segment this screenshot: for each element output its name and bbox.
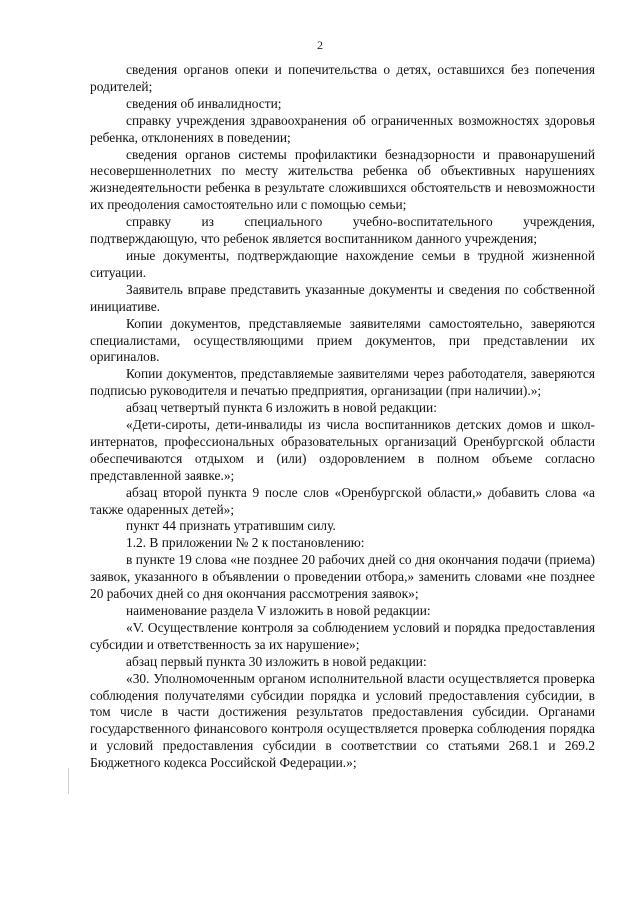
- paragraph: сведения органов опеки и попечительства о детях, оставшихся без попечения родителей;: [90, 62, 595, 94]
- paragraph: Заявитель вправе представить указанные документы и сведения по собственной инициативе.: [90, 281, 595, 314]
- paragraph: абзац четвертый пункта 6 изложить в новой редакции:: [126, 400, 437, 416]
- paragraph: Копии документов, представляемые заявителями самостоятельно, заверяются специалистами, осуществляющими прием документов, при представлении их оригиналов.: [90, 315, 595, 365]
- paragraph: Копии документов, представляемые заявителями через работодателя, заверяются подписью руководителя и печатью предприятия, организации (при наличии).»;: [90, 366, 595, 399]
- page-number: 2: [317, 38, 323, 52]
- paragraph: сведения органов системы профилактики безнадзорности и правонарушений несовершеннолетних по месту жительства ребенка об объективных нарушениях жизнедеятельности ребенка в результате сложившихся обстоятельств и невозможности их преодоления самостоятельно или с помощью семьи;: [90, 146, 595, 213]
- paragraph: 1.2. В приложении № 2 к постановлению:: [126, 535, 365, 551]
- document-body: [90, 62, 595, 772]
- paragraph: «V. Осуществление контроля за соблюдением условий и порядка предоставления субсидии и ответственность за их нарушение»;: [90, 619, 595, 652]
- paragraph: «30. Уполномоченным органом исполнительной власти осуществляется проверка соблюдения получателями субсидии порядка и условий предоставления субсидии, в том числе в части достижения результатов предоставления субсидии. Органами государственного финансового контроля осуществляется проверка соблюдения порядка и условий предоставления субсидии в соответствии со статьями 268.1 и 269.2 Бюджетного кодекса Российской Федерации.»;: [90, 670, 595, 771]
- margin-mark: [68, 768, 69, 794]
- paragraph: сведения об инвалидности;: [126, 95, 282, 111]
- paragraph: справку из специального учебно-воспитательного учреждения, подтверждающую, что ребенок является воспитанником данного учреждения;: [90, 214, 595, 247]
- paragraph: наименование раздела V изложить в новой редакции:: [126, 603, 431, 618]
- paragraph: иные документы, подтверждающие нахождение семьи в трудной жизненной ситуации.: [90, 247, 595, 280]
- paragraph: «Дети-сироты, дети-инвалиды из числа воспитанников детских домов и школ-интернатов, профессиональных образовательных организаций Оренбургской области обеспечиваются отдыхом и (или) оздоровлением в полном объеме согласно представленной заявке.»;: [90, 417, 595, 483]
- paragraph: в пункте 19 слова «не позднее 20 рабочих дней со дня окончания подачи (приема) заявок, указанного в объявлении о проведении отбора,» заменить словами «не позднее 20 рабочих дней со дня окончания рассмотрения заявок»;: [90, 552, 595, 602]
- paragraph: абзац второй пункта 9 после слов «Оренбургской области,» добавить слова «а также одаренных детей»;: [90, 484, 595, 517]
- paragraph: абзац первый пункта 30 изложить в новой редакции:: [126, 653, 427, 669]
- paragraph: справку учреждения здравоохранения об ограниченных возможностях здоровья ребенка, отклонениях в поведении;: [90, 112, 595, 145]
- paragraph: пункт 44 признать утратившим силу.: [126, 518, 336, 534]
